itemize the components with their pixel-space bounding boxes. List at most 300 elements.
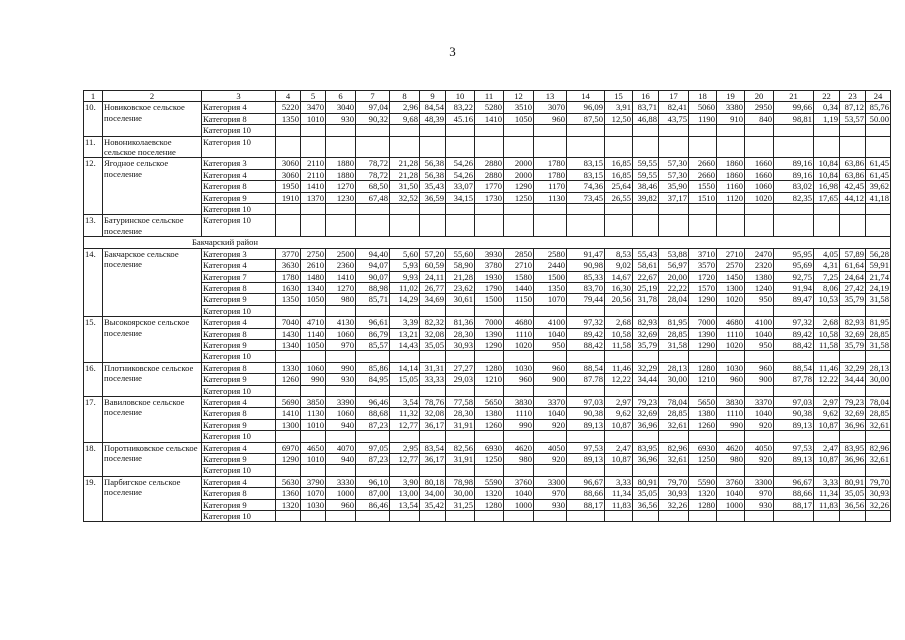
value-cell: 1360 bbox=[276, 488, 301, 499]
value-cell bbox=[814, 351, 840, 362]
value-cell bbox=[326, 511, 356, 522]
value-cell: 87,23 bbox=[356, 454, 390, 465]
value-cell bbox=[475, 125, 504, 136]
value-cell bbox=[840, 204, 866, 215]
value-cell: 1280 bbox=[689, 499, 717, 510]
value-cell: 2440 bbox=[534, 260, 567, 271]
settlement-name: Плотниковское сельское поселение bbox=[103, 362, 202, 396]
value-cell bbox=[390, 136, 420, 158]
value-cell bbox=[326, 215, 356, 237]
category-cell: Категория 4 bbox=[202, 317, 276, 328]
value-cell: 5630 bbox=[276, 476, 301, 487]
value-cell: 1250 bbox=[475, 454, 504, 465]
value-cell: 84,54 bbox=[420, 102, 446, 113]
value-cell: 91,47 bbox=[567, 248, 605, 259]
value-cell: 88,66 bbox=[774, 488, 814, 499]
value-cell: 31,50 bbox=[390, 181, 420, 192]
value-cell: 85,57 bbox=[356, 339, 390, 350]
value-cell: 2,68 bbox=[605, 317, 633, 328]
value-cell: 80,91 bbox=[840, 476, 866, 487]
value-cell bbox=[567, 136, 605, 158]
value-cell: 3,33 bbox=[814, 476, 840, 487]
value-cell bbox=[420, 136, 446, 158]
value-cell bbox=[301, 215, 326, 237]
value-cell: 1910 bbox=[276, 192, 301, 203]
value-cell: 1260 bbox=[276, 374, 301, 385]
value-cell: 1390 bbox=[475, 328, 504, 339]
value-cell: 2320 bbox=[745, 260, 774, 271]
value-cell: 1010 bbox=[301, 454, 326, 465]
value-cell: 1250 bbox=[689, 454, 717, 465]
category-cell: Категория 10 bbox=[202, 385, 276, 396]
value-cell bbox=[446, 136, 475, 158]
table-row bbox=[84, 339, 891, 350]
value-cell: 35,05 bbox=[420, 339, 446, 350]
value-cell: 14,67 bbox=[605, 271, 633, 282]
value-cell bbox=[814, 136, 840, 158]
value-cell: 920 bbox=[534, 454, 567, 465]
value-cell bbox=[475, 204, 504, 215]
value-cell: 1570 bbox=[689, 282, 717, 293]
value-cell: 50.00 bbox=[866, 113, 891, 124]
value-cell: 5,93 bbox=[390, 260, 420, 271]
value-cell: 1070 bbox=[534, 294, 567, 305]
header-cell: 23 bbox=[840, 91, 866, 102]
value-cell bbox=[866, 136, 891, 158]
value-cell bbox=[326, 465, 356, 476]
value-cell bbox=[420, 125, 446, 136]
category-cell: Категория 8 bbox=[202, 328, 276, 339]
value-cell bbox=[301, 125, 326, 136]
value-cell bbox=[276, 465, 301, 476]
value-cell: 86,79 bbox=[356, 328, 390, 339]
value-cell: 88,17 bbox=[774, 499, 814, 510]
value-cell: 980 bbox=[717, 454, 745, 465]
value-cell: 900 bbox=[534, 374, 567, 385]
value-cell: 92,75 bbox=[774, 271, 814, 282]
value-cell: 1040 bbox=[504, 488, 534, 499]
value-cell bbox=[745, 215, 774, 237]
value-cell: 960 bbox=[745, 362, 774, 373]
value-cell bbox=[840, 385, 866, 396]
value-cell bbox=[745, 465, 774, 476]
value-cell: 31,58 bbox=[659, 339, 689, 350]
value-cell: 79,44 bbox=[567, 294, 605, 305]
value-cell: 24,64 bbox=[840, 271, 866, 282]
value-cell: 970 bbox=[326, 339, 356, 350]
value-cell: 920 bbox=[745, 419, 774, 430]
value-cell: 32,29 bbox=[633, 362, 659, 373]
value-cell: 12.22 bbox=[814, 374, 840, 385]
value-cell: 83,15 bbox=[567, 158, 605, 169]
value-cell: 1040 bbox=[534, 408, 567, 419]
table-row bbox=[84, 282, 891, 293]
value-cell: 36,56 bbox=[633, 499, 659, 510]
value-cell: 1070 bbox=[301, 488, 326, 499]
value-cell bbox=[390, 351, 420, 362]
value-cell bbox=[504, 215, 534, 237]
value-cell: 2710 bbox=[504, 260, 534, 271]
value-cell bbox=[475, 305, 504, 316]
header-cell: 18 bbox=[689, 91, 717, 102]
value-cell: 3830 bbox=[717, 396, 745, 407]
value-cell bbox=[633, 204, 659, 215]
value-cell: 96,67 bbox=[774, 476, 814, 487]
value-cell: 28,13 bbox=[659, 362, 689, 373]
value-cell: 3060 bbox=[276, 158, 301, 169]
value-cell: 35,43 bbox=[420, 181, 446, 192]
value-cell: 4130 bbox=[326, 317, 356, 328]
value-cell bbox=[390, 511, 420, 522]
table-row bbox=[84, 362, 891, 373]
category-cell: Категория 8 bbox=[202, 282, 276, 293]
value-cell bbox=[326, 351, 356, 362]
value-cell bbox=[717, 136, 745, 158]
value-cell bbox=[276, 431, 301, 442]
value-cell: 2500 bbox=[326, 248, 356, 259]
value-cell bbox=[774, 511, 814, 522]
value-cell bbox=[774, 431, 814, 442]
value-cell: 32,69 bbox=[633, 328, 659, 339]
value-cell: 1410 bbox=[301, 181, 326, 192]
value-cell: 79,23 bbox=[633, 396, 659, 407]
value-cell: 83,22 bbox=[446, 102, 475, 113]
value-cell: 79,23 bbox=[840, 396, 866, 407]
value-cell bbox=[276, 305, 301, 316]
value-cell: 3330 bbox=[326, 476, 356, 487]
table-row bbox=[84, 396, 891, 407]
value-cell: 87,12 bbox=[840, 102, 866, 113]
category-cell: Категория 3 bbox=[202, 248, 276, 259]
settlement-number: 17. bbox=[84, 396, 103, 442]
value-cell: 97,32 bbox=[567, 317, 605, 328]
value-cell bbox=[475, 351, 504, 362]
value-cell: 990 bbox=[717, 419, 745, 430]
value-cell: 1380 bbox=[745, 271, 774, 282]
value-cell bbox=[633, 215, 659, 237]
value-cell: 3,33 bbox=[605, 476, 633, 487]
value-cell: 940 bbox=[326, 419, 356, 430]
value-cell: 63,86 bbox=[840, 169, 866, 180]
value-cell bbox=[774, 204, 814, 215]
value-cell bbox=[717, 204, 745, 215]
value-cell: 11,34 bbox=[814, 488, 840, 499]
value-cell: 96,09 bbox=[567, 102, 605, 113]
value-cell: 87.78 bbox=[567, 374, 605, 385]
value-cell: 29,03 bbox=[446, 374, 475, 385]
value-cell bbox=[446, 125, 475, 136]
value-cell: 900 bbox=[745, 374, 774, 385]
category-cell: Категория 10 bbox=[202, 511, 276, 522]
value-cell bbox=[504, 385, 534, 396]
value-cell: 2660 bbox=[689, 158, 717, 169]
header-cell: 9 bbox=[420, 91, 446, 102]
value-cell bbox=[814, 431, 840, 442]
value-cell: 3370 bbox=[534, 396, 567, 407]
value-cell: 82,96 bbox=[659, 442, 689, 453]
value-cell bbox=[504, 125, 534, 136]
value-cell: 85,76 bbox=[866, 102, 891, 113]
value-cell bbox=[534, 204, 567, 215]
value-cell: 1000 bbox=[717, 499, 745, 510]
value-cell bbox=[866, 351, 891, 362]
value-cell: 38,46 bbox=[633, 181, 659, 192]
value-cell: 1060 bbox=[326, 328, 356, 339]
value-cell: 68,50 bbox=[356, 181, 390, 192]
value-cell: 3070 bbox=[534, 102, 567, 113]
value-cell: 1160 bbox=[717, 181, 745, 192]
category-cell: Категория 4 bbox=[202, 102, 276, 113]
value-cell: 28,85 bbox=[659, 408, 689, 419]
value-cell: 1630 bbox=[276, 282, 301, 293]
header-row bbox=[84, 91, 891, 102]
value-cell: 32,08 bbox=[420, 408, 446, 419]
value-cell bbox=[534, 511, 567, 522]
value-cell: 3770 bbox=[276, 248, 301, 259]
value-cell bbox=[276, 136, 301, 158]
settlement-name: Поротниковское сельское поселение bbox=[103, 442, 202, 476]
value-cell: 89,13 bbox=[567, 454, 605, 465]
value-cell: 58,90 bbox=[446, 260, 475, 271]
header-cell: 22 bbox=[814, 91, 840, 102]
value-cell bbox=[504, 204, 534, 215]
value-cell: 2580 bbox=[534, 248, 567, 259]
value-cell: 1060 bbox=[326, 408, 356, 419]
value-cell: 78,98 bbox=[446, 476, 475, 487]
value-cell bbox=[446, 204, 475, 215]
value-cell: 1290 bbox=[504, 181, 534, 192]
value-cell: 96,67 bbox=[567, 476, 605, 487]
value-cell: 1030 bbox=[301, 499, 326, 510]
value-cell bbox=[689, 385, 717, 396]
settlement-number: 14. bbox=[84, 248, 103, 316]
table-row bbox=[84, 260, 891, 271]
value-cell: 21,28 bbox=[390, 158, 420, 169]
value-cell: 7040 bbox=[276, 317, 301, 328]
value-cell: 89,42 bbox=[774, 328, 814, 339]
value-cell: 88,17 bbox=[567, 499, 605, 510]
value-cell: 95,69 bbox=[774, 260, 814, 271]
value-cell: 28,30 bbox=[446, 408, 475, 419]
value-cell: 97,53 bbox=[774, 442, 814, 453]
value-cell: 89,47 bbox=[774, 294, 814, 305]
value-cell bbox=[689, 136, 717, 158]
category-cell: Категория 4 bbox=[202, 260, 276, 271]
value-cell: 80,18 bbox=[420, 476, 446, 487]
value-cell bbox=[633, 351, 659, 362]
value-cell: 7,25 bbox=[814, 271, 840, 282]
value-cell: 94,40 bbox=[356, 248, 390, 259]
value-cell: 43,75 bbox=[659, 113, 689, 124]
value-cell bbox=[534, 385, 567, 396]
header-cell: 17 bbox=[659, 91, 689, 102]
value-cell: 80,91 bbox=[633, 476, 659, 487]
value-cell bbox=[534, 136, 567, 158]
value-cell: 10,84 bbox=[814, 158, 840, 169]
value-cell: 1340 bbox=[301, 282, 326, 293]
value-cell: 14,29 bbox=[390, 294, 420, 305]
value-cell: 30,93 bbox=[659, 488, 689, 499]
value-cell bbox=[390, 305, 420, 316]
value-cell bbox=[326, 431, 356, 442]
value-cell bbox=[745, 351, 774, 362]
value-cell: 55,43 bbox=[633, 248, 659, 259]
value-cell: 11,83 bbox=[605, 499, 633, 510]
value-cell bbox=[276, 215, 301, 237]
value-cell bbox=[356, 351, 390, 362]
value-cell bbox=[605, 305, 633, 316]
category-cell: Категория 4 bbox=[202, 476, 276, 487]
value-cell: 37,17 bbox=[659, 192, 689, 203]
value-cell: 1370 bbox=[301, 192, 326, 203]
table-row bbox=[84, 408, 891, 419]
value-cell: 1430 bbox=[276, 328, 301, 339]
value-cell: 3,90 bbox=[390, 476, 420, 487]
category-cell: Категория 9 bbox=[202, 192, 276, 203]
value-cell: 25,64 bbox=[605, 181, 633, 192]
value-cell: 1050 bbox=[301, 339, 326, 350]
value-cell bbox=[866, 215, 891, 237]
value-cell: 90,38 bbox=[567, 408, 605, 419]
value-cell: 1270 bbox=[326, 181, 356, 192]
value-cell bbox=[659, 125, 689, 136]
value-cell bbox=[774, 385, 814, 396]
header-cell: 4 bbox=[276, 91, 301, 102]
value-cell: 1410 bbox=[475, 113, 504, 124]
value-cell: 59,55 bbox=[633, 169, 659, 180]
value-cell: 56,28 bbox=[866, 248, 891, 259]
value-cell: 1260 bbox=[689, 419, 717, 430]
value-cell: 35,05 bbox=[633, 488, 659, 499]
value-cell: 35,79 bbox=[840, 339, 866, 350]
settlement-number: 18. bbox=[84, 442, 103, 476]
value-cell: 1280 bbox=[475, 499, 504, 510]
category-cell: Категория 10 bbox=[202, 305, 276, 316]
value-cell: 1230 bbox=[326, 192, 356, 203]
value-cell bbox=[301, 385, 326, 396]
settlement-number: 11. bbox=[84, 136, 103, 158]
category-cell: Категория 4 bbox=[202, 442, 276, 453]
value-cell bbox=[567, 125, 605, 136]
value-cell: 32,26 bbox=[866, 499, 891, 510]
value-cell: 26,55 bbox=[605, 192, 633, 203]
value-cell: 28,04 bbox=[659, 294, 689, 305]
value-cell bbox=[745, 136, 774, 158]
value-cell: 27,27 bbox=[446, 362, 475, 373]
value-cell: 83,02 bbox=[774, 181, 814, 192]
value-cell: 950 bbox=[745, 294, 774, 305]
value-cell: 5690 bbox=[276, 396, 301, 407]
table-body bbox=[84, 91, 891, 522]
value-cell: 4620 bbox=[717, 442, 745, 453]
value-cell: 10,84 bbox=[814, 169, 840, 180]
value-cell bbox=[534, 351, 567, 362]
value-cell: 3470 bbox=[301, 102, 326, 113]
value-cell: 34,15 bbox=[446, 192, 475, 203]
value-cell: 82,96 bbox=[866, 442, 891, 453]
value-cell: 1340 bbox=[276, 339, 301, 350]
value-cell bbox=[326, 385, 356, 396]
value-cell: 3390 bbox=[326, 396, 356, 407]
value-cell: 21,74 bbox=[866, 271, 891, 282]
value-cell bbox=[504, 465, 534, 476]
value-cell: 1730 bbox=[475, 192, 504, 203]
value-cell bbox=[534, 215, 567, 237]
value-cell: 960 bbox=[504, 374, 534, 385]
value-cell bbox=[633, 305, 659, 316]
value-cell bbox=[633, 431, 659, 442]
value-cell: 10,53 bbox=[814, 294, 840, 305]
table-row bbox=[84, 499, 891, 510]
region-title: Бакчарский район bbox=[84, 237, 891, 248]
value-cell bbox=[301, 511, 326, 522]
value-cell: 1030 bbox=[504, 362, 534, 373]
category-cell: Категория 10 bbox=[202, 431, 276, 442]
value-cell: 1720 bbox=[689, 271, 717, 282]
value-cell bbox=[446, 351, 475, 362]
value-cell: 7000 bbox=[689, 317, 717, 328]
header-cell: 12 bbox=[504, 91, 534, 102]
value-cell: 88,42 bbox=[774, 339, 814, 350]
value-cell: 2660 bbox=[689, 169, 717, 180]
value-cell: 88,98 bbox=[356, 282, 390, 293]
header-cell: 15 bbox=[605, 91, 633, 102]
value-cell: 4,31 bbox=[814, 260, 840, 271]
value-cell: 89,13 bbox=[774, 454, 814, 465]
value-cell: 1290 bbox=[689, 294, 717, 305]
value-cell: 9,62 bbox=[814, 408, 840, 419]
value-cell bbox=[356, 511, 390, 522]
value-cell: 930 bbox=[745, 499, 774, 510]
value-cell: 89,16 bbox=[774, 158, 814, 169]
table-row bbox=[84, 419, 891, 430]
value-cell: 63,86 bbox=[840, 158, 866, 169]
value-cell bbox=[717, 511, 745, 522]
value-cell: 82,93 bbox=[840, 317, 866, 328]
value-cell: 930 bbox=[326, 113, 356, 124]
value-cell: 3850 bbox=[301, 396, 326, 407]
value-cell bbox=[301, 351, 326, 362]
value-cell: 97,53 bbox=[567, 442, 605, 453]
value-cell: 82,35 bbox=[774, 192, 814, 203]
category-cell: Категория 9 bbox=[202, 499, 276, 510]
value-cell: 83,95 bbox=[840, 442, 866, 453]
value-cell bbox=[659, 215, 689, 237]
value-cell: 1060 bbox=[301, 362, 326, 373]
value-cell: 910 bbox=[717, 113, 745, 124]
table-row bbox=[84, 248, 891, 259]
value-cell: 1020 bbox=[504, 339, 534, 350]
value-cell: 35,42 bbox=[420, 499, 446, 510]
value-cell: 4680 bbox=[504, 317, 534, 328]
value-cell: 6930 bbox=[475, 442, 504, 453]
value-cell: 1450 bbox=[717, 271, 745, 282]
value-cell bbox=[420, 511, 446, 522]
value-cell: 16,85 bbox=[605, 158, 633, 169]
value-cell: 1880 bbox=[326, 169, 356, 180]
value-cell: 1030 bbox=[717, 362, 745, 373]
value-cell: 81,95 bbox=[659, 317, 689, 328]
value-cell: 74,36 bbox=[567, 181, 605, 192]
value-cell bbox=[276, 125, 301, 136]
value-cell: 1150 bbox=[504, 294, 534, 305]
value-cell: 88,42 bbox=[567, 339, 605, 350]
value-cell: 4710 bbox=[301, 317, 326, 328]
value-cell: 1410 bbox=[326, 271, 356, 282]
value-cell: 87,00 bbox=[356, 488, 390, 499]
value-cell: 1130 bbox=[534, 192, 567, 203]
value-cell bbox=[689, 431, 717, 442]
